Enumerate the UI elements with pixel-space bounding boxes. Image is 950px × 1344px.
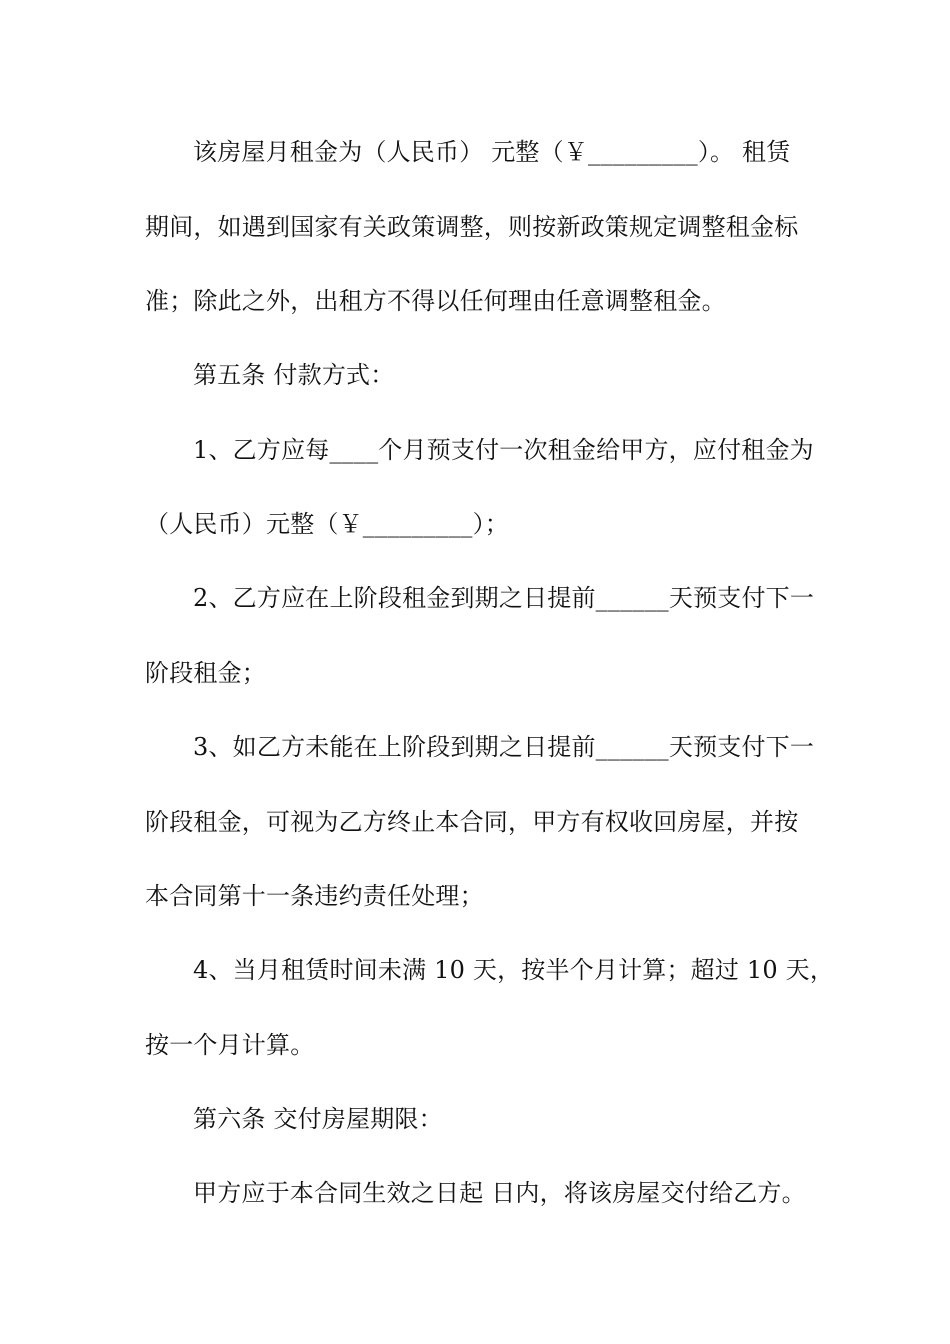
article-5-heading: 第五条 付款方式： [193,361,395,389]
clause-4-line-2: 按一个月计算。 [145,1031,315,1059]
paragraph-rent-amount-line-1: 该房屋月租金为（人民币） 元整（￥_________）。 租赁 [193,138,791,166]
paragraph-rent-amount-line-2: 期间，如遇到国家有关政策调整，则按新政策规定调整租金标 [145,213,799,241]
article-6-heading: 第六条 交付房屋期限： [193,1105,443,1133]
clause-2-line-1: 2、乙方应在上阶段租金到期之日提前______天预支付下一 [193,584,815,612]
clause-1-line-2: （人民币）元整（￥_________）； [145,510,509,538]
clause-3-line-3: 本合同第十一条违约责任处理； [145,882,484,910]
paragraph-rent-amount-line-3: 准；除此之外，出租方不得以任何理由任意调整租金。 [145,287,726,315]
clause-3-line-2: 阶段租金，可视为乙方终止本合同，甲方有权收回房屋，并按 [145,808,799,836]
article-6-paragraph: 甲方应于本合同生效之日起 日内，将该房屋交付给乙方。 [193,1179,806,1207]
clause-1-line-1: 1、乙方应每____个月预支付一次租金给甲方，应付租金为 [193,436,814,464]
clause-2-line-2: 阶段租金； [145,659,266,687]
clause-3-line-1: 3、如乙方未能在上阶段到期之日提前______天预支付下一 [193,733,815,761]
clause-4-line-1: 4、当月租赁时间未满 10 天，按半个月计算；超过 10 天， [193,956,835,984]
